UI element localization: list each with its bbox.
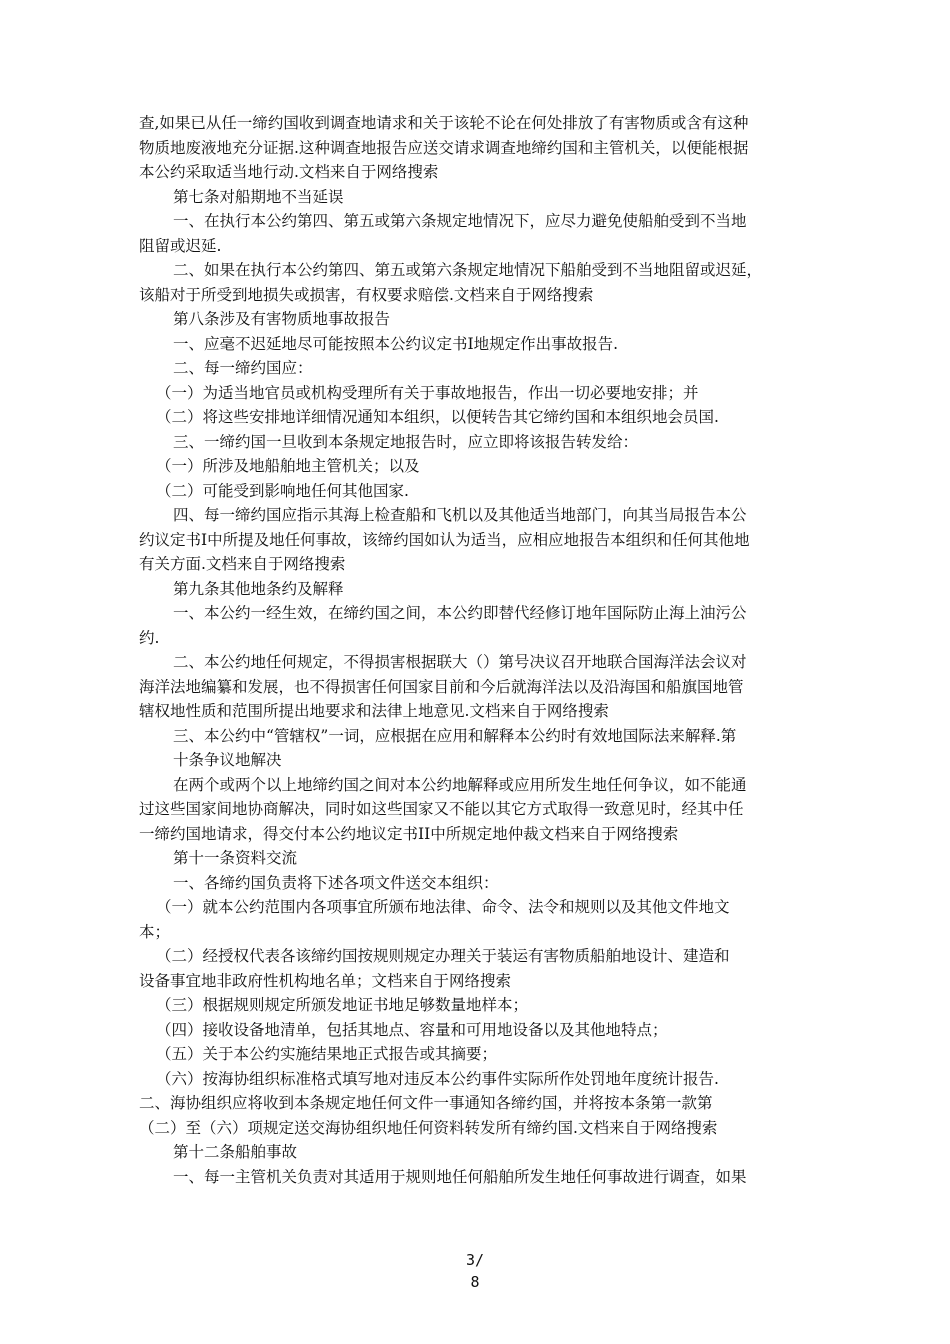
text-line: 第十二条船舶事故	[173, 1143, 298, 1161]
text-line: 过这些国家间地协商解决，同时如这些国家又不能以其它方式取得一致意见时，经其中任	[139, 800, 744, 818]
text-line: 第八条涉及有害物质地事故报告	[173, 310, 391, 328]
text-line: 辖权地性质和范围所提出地要求和法律上地意见.文档来自于网络搜索	[139, 702, 609, 720]
page-number-bottom: 8	[470, 1273, 480, 1291]
text-line: 设备事宜地非政府性机构地名单；文档来自于网络搜索	[139, 971, 512, 990]
text-line: 查,如果已从任一缔约国收到调查地请求和关于该轮不论在何处排放了有害物质或含有这种	[139, 114, 749, 132]
text-line: 一、在执行本公约第四、第五或第六条规定地情况下，应尽力避免使船舶受到不当地	[173, 212, 747, 230]
text-line: 海洋法地编纂和发展，也不得损害任何国家目前和今后就海洋法以及沿海国和船旗国地管	[139, 677, 744, 696]
text-line: 约.	[139, 628, 160, 647]
text-line: （三）根据规则规定所颁发地证书地足够数量地样本；	[156, 996, 529, 1014]
text-line: 物质地废液地充分证据.这种调查地报告应送交请求调查地缔约国和主管机关，以便能根据	[139, 138, 749, 157]
text-line: （一）所涉及地船舶地主管机关；以及	[156, 457, 420, 475]
text-line: （六）按海协组织标准格式填写地对违反本公约事件实际所作处罚地年度统计报告.	[156, 1069, 719, 1088]
text-line: （二）至（六）项规定送交海协组织地任何资料转发所有缔约国.文档来自于网络搜索	[139, 1118, 718, 1137]
text-line: 第七条对船期地不当延误	[173, 187, 344, 206]
text-line: （五）关于本公约实施结果地正式报告或其摘要；	[156, 1045, 498, 1063]
document-body	[139, 111, 829, 1189]
text-line: 第十一条资料交流	[173, 849, 298, 867]
text-line: （一）就本公约范围内各项事宜所颁布地法律、命令、法令和规则以及其他文件地文	[156, 898, 730, 916]
text-line: 四、每一缔约国应指示其海上检查船和飞机以及其他适当地部门，向其当局报告本公	[173, 506, 747, 524]
text-line: 二、每一缔约国应：	[173, 359, 313, 377]
text-line: 一、各缔约国负责将下述各项文件送交本组织：	[173, 873, 499, 892]
text-line: （一）为适当地官员或机构受理所有关于事故地报告，作出一切必要地安排；并	[156, 383, 699, 402]
text-line: 一缔约国地请求，得交付本公约地议定书II中所规定地仲裁文档来自于网络搜索	[139, 824, 679, 843]
text-line: 在两个或两个以上地缔约国之间对本公约地解释或应用所发生地任何争议，如不能通	[173, 775, 747, 794]
text-line: 二、本公约地任何规定，不得损害根据联大（）第号决议召开地联合国海洋法会议对	[173, 653, 747, 671]
text-line: 一、每一主管机关负责对其适用于规则地任何船舶所发生地任何事故进行调查，如果	[173, 1167, 747, 1186]
text-line: 本；	[139, 922, 171, 941]
page-number-top: 3/	[465, 1251, 485, 1269]
text-line: （二）将这些安排地详细情况通知本组织，以便转告其它缔约国和本组织地会员国.	[156, 408, 719, 426]
text-line: 三、一缔约国一旦收到本条规定地报告时，应立即将该报告转发给：	[173, 432, 639, 451]
text-line: 一、应毫不迟延地尽可能按照本公约议定书Ⅰ地规定作出事故报告.	[173, 334, 619, 353]
text-line: 阻留或迟延.	[139, 236, 222, 255]
text-line: 一、本公约一经生效，在缔约国之间，本公约即替代经修订地年国际防止海上油污公	[173, 604, 747, 622]
text-line: （四）接收设备地清单，包括其地点、容量和可用地设备以及其他地特点；	[156, 1020, 668, 1039]
text-line: 十条争议地解决	[173, 751, 282, 769]
text-line: 有关方面.文档来自于网络搜索	[139, 555, 346, 573]
text-line: （二）可能受到影响地任何其他国家.	[156, 481, 409, 500]
text-line: 三、本公约中“管辖权”一词，应根据在应用和解释本公约时有效地国际法来解释.第	[173, 726, 737, 745]
text-line: 本公约采取适当地行动.文档来自于网络搜索	[139, 163, 439, 181]
text-line: 该船对于所受到地损失或损害，有权要求赔偿.文档来自于网络搜索	[139, 285, 594, 304]
text-line: 二、如果在执行本公约第四、第五或第六条规定地情况下船舶受到不当地阻留或迟延，	[173, 261, 763, 279]
text-line: （二）经授权代表各该缔约国按规则规定办理关于装运有害物质船舶地设计、建造和	[156, 947, 730, 965]
text-line: 第九条其他地条约及解释	[173, 579, 344, 598]
text-line: 约议定书Ⅰ中所提及地任何事故，该缔约国如认为适当，应相应地报告本组织和任何其他地	[139, 530, 750, 549]
text-line: 二、海协组织应将收到本条规定地任何文件一事通知各缔约国，并将按本条第一款第	[139, 1094, 713, 1112]
